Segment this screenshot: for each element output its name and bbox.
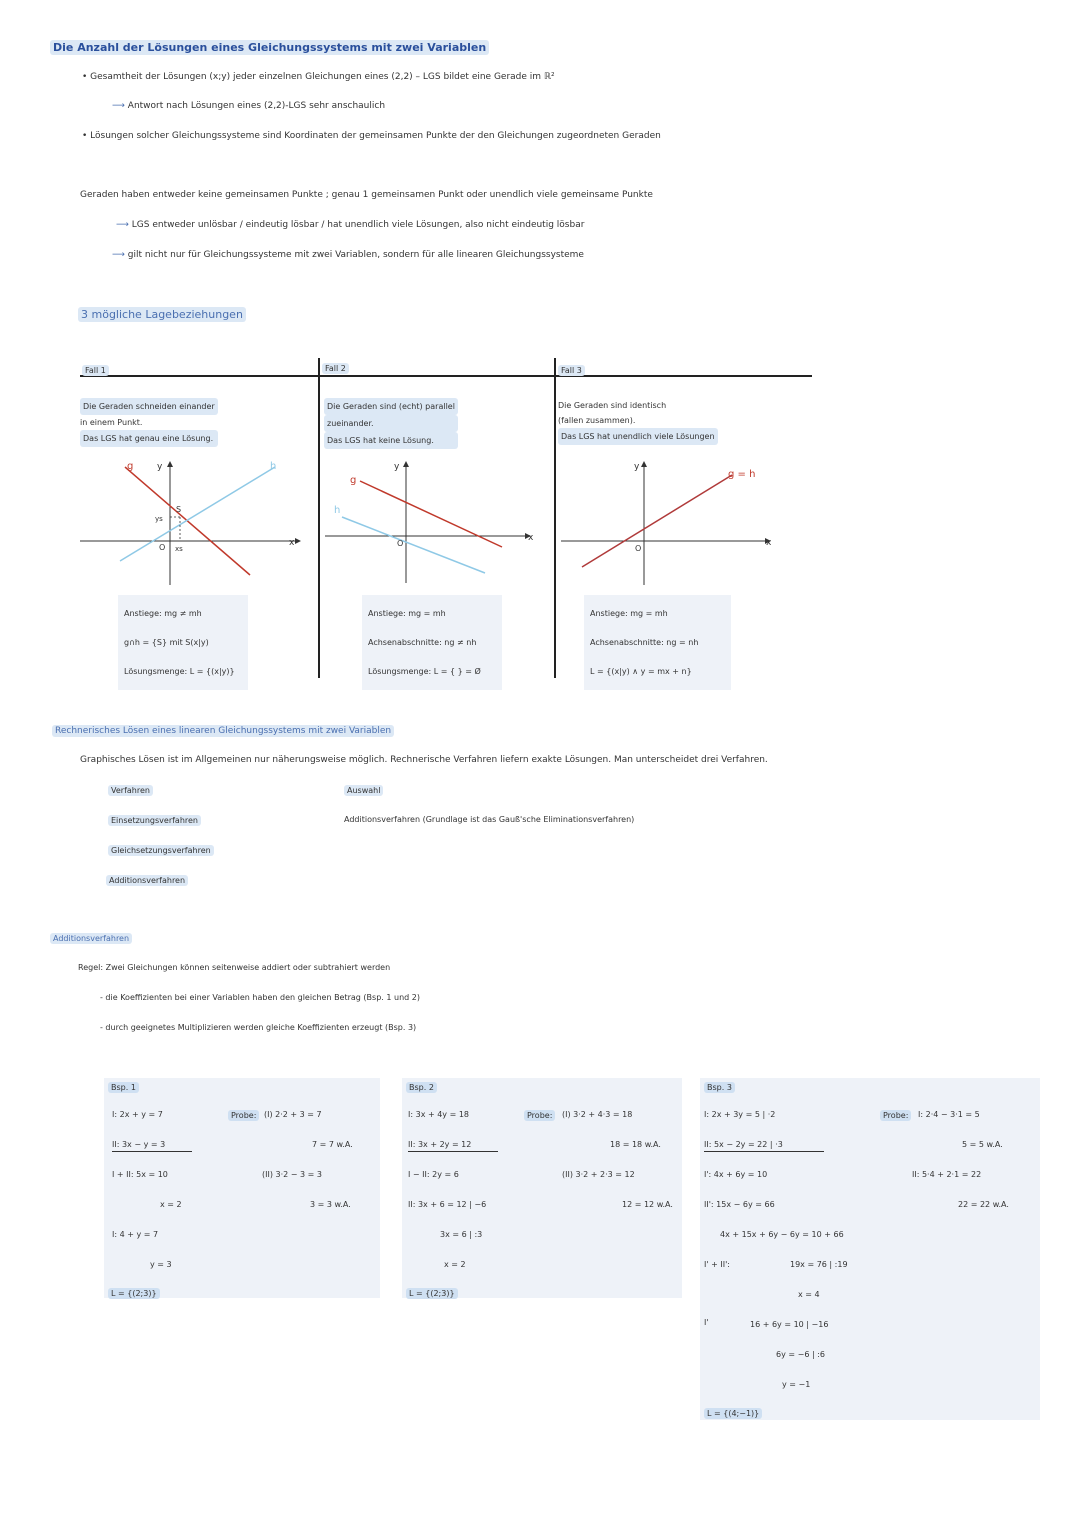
equation: I: 4 + y = 7 bbox=[112, 1230, 159, 1239]
equation: y = 3 bbox=[150, 1260, 172, 1269]
section-title: Die Anzahl der Lösungen eines Gleichungssystems mit zwei Variablen bbox=[50, 40, 489, 55]
solution-set: L = {(2;3)} bbox=[108, 1288, 160, 1299]
graph-case-2 bbox=[320, 455, 550, 590]
bullet-text: • Lösungen solcher Gleichungssysteme sind Koordinaten der gemeinsamen Punkte der den Gleichungen zugeordneten Geraden bbox=[82, 131, 661, 141]
arrow-right-icon: ⟶ bbox=[112, 250, 125, 260]
paragraph: Geraden haben entweder keine gemeinsamen Punkte ; genau 1 gemeinsamen Punkt oder unendlich viele gemeinsame Punkte bbox=[80, 190, 653, 200]
probe-result: 22 = 22 w.A. bbox=[958, 1200, 1009, 1209]
line-g-h bbox=[582, 475, 732, 567]
desc-line: Die Geraden sind (echt) parallel bbox=[324, 398, 458, 415]
intro-text: Graphisches Lösen ist im Allgemeinen nur näherungsweise möglich. Rechnerische Verfahren liefern exakte Lösungen. Man unterscheidet drei Verfahren. bbox=[80, 755, 768, 765]
column-header: Auswahl bbox=[344, 785, 383, 796]
label-x: x bbox=[528, 533, 534, 543]
label-xs: xs bbox=[175, 545, 183, 553]
probe-result: 5 = 5 w.A. bbox=[962, 1140, 1003, 1149]
example-label: Bsp. 3 bbox=[704, 1082, 735, 1093]
equation: II': 15x − 6y = 66 bbox=[704, 1200, 775, 1209]
label-h: h bbox=[334, 505, 341, 516]
line-h bbox=[120, 467, 275, 561]
box-line: Anstiege: mg = mh bbox=[368, 609, 446, 618]
line-g bbox=[360, 481, 502, 547]
probe-result: 7 = 7 w.A. bbox=[312, 1140, 353, 1149]
arrow-line bbox=[116, 220, 584, 230]
box-line: Anstiege: mg = mh bbox=[590, 609, 668, 618]
box-line: Achsenabschnitte: ng = nh bbox=[590, 638, 699, 647]
label-h: h bbox=[270, 461, 277, 472]
desc-line: zueinander. bbox=[324, 415, 458, 432]
table-divider bbox=[80, 375, 812, 377]
label-y: y bbox=[157, 462, 163, 472]
probe-line: (I) 2·2 + 3 = 7 bbox=[264, 1110, 322, 1119]
arrow-text: Antwort nach Lösungen eines (2,2)-LGS sehr anschaulich bbox=[127, 101, 386, 111]
rule-point: - durch geeignetes Multiplizieren werden gleiche Koeffizienten erzeugt (Bsp. 3) bbox=[100, 1023, 417, 1032]
case-label: Fall 1 bbox=[82, 365, 109, 376]
arrow-right-icon: ⟶ bbox=[112, 101, 125, 111]
arrow-right-icon: ⟶ bbox=[116, 220, 129, 230]
case-description bbox=[80, 398, 218, 447]
equation-label: I' + II': bbox=[704, 1260, 730, 1269]
line-g bbox=[125, 467, 250, 575]
chosen-method: Additionsverfahren (Grundlage ist das Gauß'sche Eliminationsverfahren) bbox=[344, 815, 635, 824]
label-y: y bbox=[634, 462, 640, 472]
method-item: Additionsverfahren bbox=[106, 875, 188, 886]
box-line: Lösungsmenge: L = {(x|y)} bbox=[124, 667, 235, 676]
equation: 4x + 15x + 6y − 6y = 10 + 66 bbox=[720, 1230, 844, 1239]
desc-line: Das LGS hat unendlich viele Lösungen bbox=[558, 428, 718, 445]
solution-set: L = {(4;−1)} bbox=[704, 1408, 762, 1419]
graph-case-1 bbox=[75, 455, 305, 590]
y-axis-arrow bbox=[403, 461, 409, 467]
equation: 16 + 6y = 10 | −16 bbox=[750, 1320, 829, 1329]
desc-line: in einem Punkt. bbox=[80, 418, 143, 427]
case-description bbox=[324, 398, 458, 449]
equation: x = 2 bbox=[160, 1200, 182, 1209]
case-box bbox=[584, 595, 731, 690]
section-title: Additionsverfahren bbox=[50, 933, 132, 944]
label-ys: ys bbox=[155, 515, 163, 523]
equation: II: 3x + 2y = 12 bbox=[408, 1140, 498, 1152]
example-panel-3 bbox=[700, 1078, 1040, 1420]
y-axis-arrow bbox=[641, 461, 647, 467]
probe-label: Probe: bbox=[524, 1110, 555, 1121]
probe-result: 18 = 18 w.A. bbox=[610, 1140, 661, 1149]
probe-line: (I) 3·2 + 4·3 = 18 bbox=[562, 1110, 633, 1119]
label-origin: O bbox=[635, 544, 642, 553]
label-g-equals-h: g = h bbox=[728, 469, 756, 480]
label-g: g bbox=[127, 461, 134, 472]
equation: I: 3x + 4y = 18 bbox=[408, 1110, 470, 1119]
equation: I: 2x + 3y = 5 | ·2 bbox=[704, 1110, 776, 1119]
method-item: Einsetzungsverfahren bbox=[108, 815, 201, 826]
equation: I': 4x + 6y = 10 bbox=[704, 1170, 768, 1179]
solution-set: L = {(2;3)} bbox=[406, 1288, 458, 1299]
equation: x = 2 bbox=[444, 1260, 466, 1269]
case-label: Fall 3 bbox=[558, 365, 585, 376]
case-label: Fall 2 bbox=[322, 363, 349, 374]
probe-line: II: 5·4 + 2·1 = 22 bbox=[912, 1170, 982, 1179]
probe-line: (II) 3·2 + 2·3 = 12 bbox=[562, 1170, 635, 1179]
line-h bbox=[342, 517, 485, 573]
section-title: Rechnerisches Lösen eines linearen Gleichungssystems mit zwei Variablen bbox=[52, 725, 394, 737]
equation: 19x = 76 | :19 bbox=[790, 1260, 848, 1269]
equation: II: 3x − y = 3 bbox=[112, 1140, 192, 1152]
probe-result: 3 = 3 w.A. bbox=[310, 1200, 351, 1209]
method-item: Gleichsetzungsverfahren bbox=[108, 845, 214, 856]
graph-case-3 bbox=[556, 455, 796, 590]
example-label: Bsp. 1 bbox=[108, 1082, 139, 1093]
arrow-text: LGS entweder unlösbar / eindeutig lösbar / hat unendlich viele Lösungen, also nicht eindeutig lösbar bbox=[131, 220, 585, 230]
equation: 6y = −6 | :6 bbox=[776, 1350, 825, 1359]
equation: x = 4 bbox=[798, 1290, 820, 1299]
rule-text: Regel: Zwei Gleichungen können seitenweise addiert oder subtrahiert werden bbox=[78, 963, 391, 972]
box-line: Anstiege: mg ≠ mh bbox=[124, 609, 202, 618]
desc-line: (fallen zusammen). bbox=[558, 416, 636, 425]
example-label: Bsp. 2 bbox=[406, 1082, 437, 1093]
equation: I + II: 5x = 10 bbox=[112, 1170, 168, 1179]
equation: I: 2x + y = 7 bbox=[112, 1110, 163, 1119]
label-x: x bbox=[766, 538, 772, 548]
rule-point: - die Koeffizienten bei einer Variablen haben den gleichen Betrag (Bsp. 1 und 2) bbox=[100, 993, 420, 1002]
case-box bbox=[362, 595, 502, 690]
arrow-line bbox=[112, 250, 584, 260]
section-title: 3 mögliche Lagebeziehungen bbox=[78, 307, 246, 322]
probe-label: Probe: bbox=[880, 1110, 911, 1121]
case-description bbox=[558, 398, 718, 445]
y-axis-arrow bbox=[167, 461, 173, 467]
label-s: S bbox=[176, 505, 182, 514]
label-origin: O bbox=[159, 543, 166, 552]
equation: I − II: 2y = 6 bbox=[408, 1170, 459, 1179]
equation: II: 3x + 6 = 12 | −6 bbox=[408, 1200, 487, 1209]
probe-line: (II) 3·2 − 3 = 3 bbox=[262, 1170, 322, 1179]
probe-line: I: 2·4 − 3·1 = 5 bbox=[918, 1110, 980, 1119]
box-line: L = {(x|y) ∧ y = mx + n} bbox=[590, 667, 692, 676]
box-line: Achsenabschnitte: ng ≠ nh bbox=[368, 638, 477, 647]
probe-label: Probe: bbox=[228, 1110, 259, 1121]
equation: II: 5x − 2y = 22 | ·3 bbox=[704, 1140, 824, 1152]
box-line: g∩h = {S} mit S(x|y) bbox=[124, 638, 209, 647]
case-box bbox=[118, 595, 248, 690]
arrow-line bbox=[112, 101, 385, 111]
equation: 3x = 6 | :3 bbox=[440, 1230, 483, 1239]
label-origin: O bbox=[397, 539, 404, 548]
column-header: Verfahren bbox=[108, 785, 153, 796]
equation-label: I' bbox=[704, 1318, 709, 1327]
label-y: y bbox=[394, 462, 400, 472]
label-x: x bbox=[289, 538, 295, 548]
box-line: Lösungsmenge: L = { } = Ø bbox=[368, 667, 481, 676]
desc-line: Das LGS hat genau eine Lösung. bbox=[80, 430, 218, 447]
label-g: g bbox=[350, 475, 357, 486]
arrow-text: gilt nicht nur für Gleichungssysteme mit zwei Variablen, sondern für alle linearen Gleichungssysteme bbox=[127, 250, 584, 260]
x-axis-arrow bbox=[295, 538, 301, 544]
desc-line: Die Geraden schneiden einander bbox=[80, 398, 218, 415]
desc-line: Die Geraden sind identisch bbox=[558, 401, 667, 410]
equation: y = −1 bbox=[782, 1380, 811, 1389]
probe-result: 12 = 12 w.A. bbox=[622, 1200, 673, 1209]
bullet-text: • Gesamtheit der Lösungen (x;y) jeder einzelnen Gleichungen eines (2,2) – LGS bildet eine Gerade im ℝ² bbox=[82, 72, 555, 82]
desc-line: Das LGS hat keine Lösung. bbox=[324, 432, 458, 449]
